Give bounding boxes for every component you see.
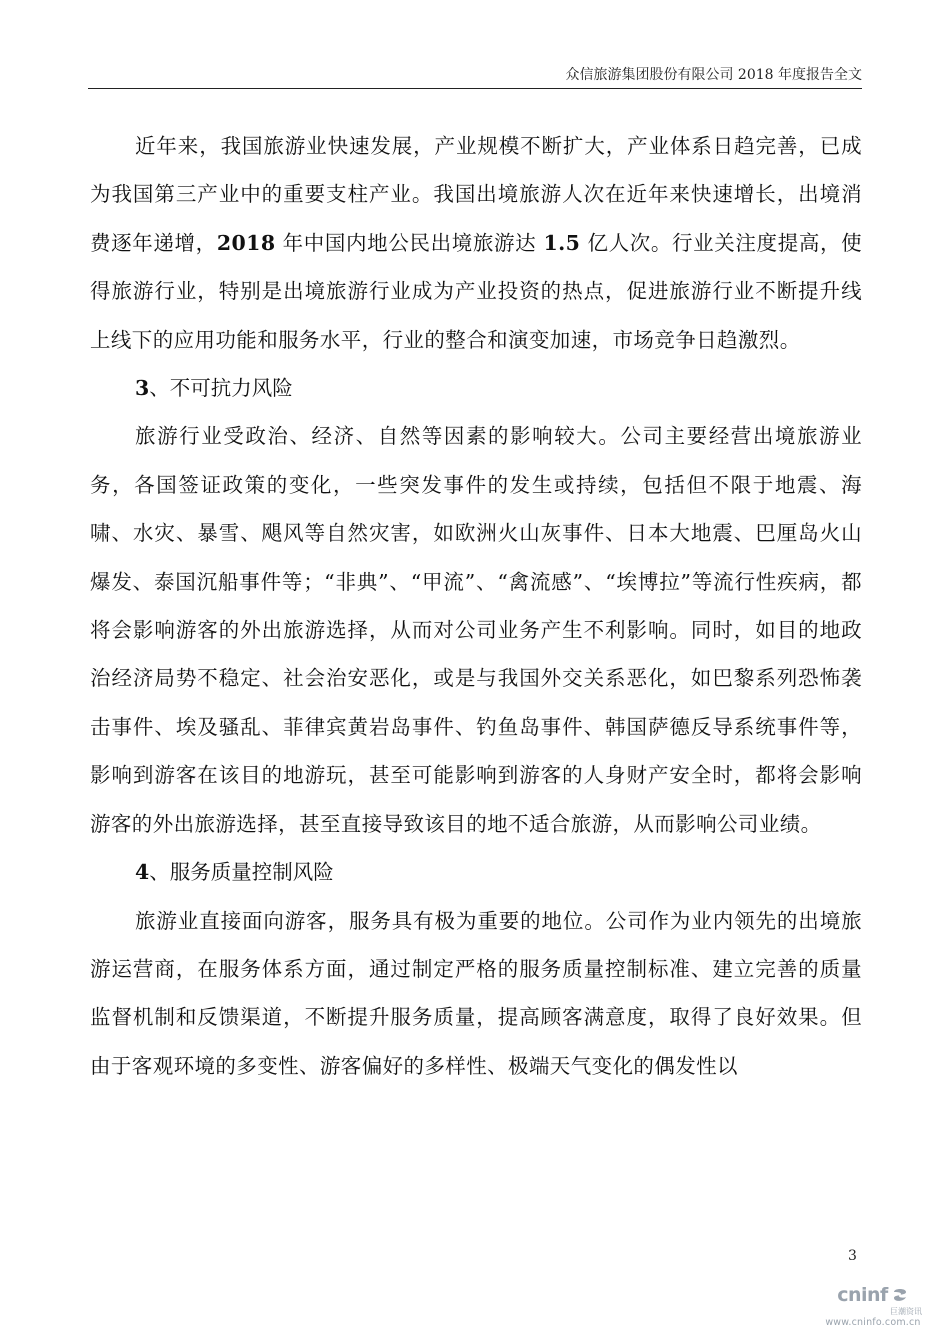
paragraph-text: 近年来，我国旅游业快速发展，产业规模不断扩大，产业体系日趋完善，已成为我国第三产业中的重要支柱产业。我国出境旅游人次在近年来快速增长，出境消费逐年递增， [90, 134, 862, 255]
watermark-logo: cninf [837, 1284, 888, 1306]
paragraph-text: 亿人次。行业关注度提高，使得旅游行业，特别是出境旅游行业成为产业投资的热点，促进旅游行业不断提升线上线下的应用功能和服务水平，行业的整合和演变加速，市场竞争日趋激烈。 [90, 230, 862, 352]
section-title: 、不可抗力风险 [149, 376, 293, 401]
header-divider [88, 88, 862, 89]
swirl-icon [891, 1287, 909, 1303]
section-number: 3 [135, 376, 150, 401]
section-heading-service-quality [90, 848, 862, 896]
section-title: 、服务质量控制风险 [149, 860, 334, 885]
year-figure: 2018 [216, 230, 276, 255]
page-number: 3 [848, 1248, 857, 1264]
paragraph-industry-overview [90, 122, 862, 364]
section-heading-force-majeure [90, 364, 862, 412]
paragraph-service-quality: 旅游业直接面向游客，服务具有极为重要的地位。公司作为业内领先的出境旅游运营商，在服务体系方面，通过制定严格的服务质量控制标准、建立完善的质量监督机制和反馈渠道，不断提升服务质量，提高顾客满意度，取得了良好效果。但由于客观环境的多变性、游客偏好的多样性、极端天气变化的偶发性以 [90, 908, 862, 1078]
watermark-subtitle: 巨潮资讯 [890, 1307, 922, 1316]
paragraph-force-majeure: 旅游行业受政治、经济、自然等因素的影响较大。公司主要经营出境旅游业务，各国签证政策的变化，一些突发事件的发生或持续，包括但不限于地震、海啸、水灾、暴雪、飓风等自然灾害，如欧洲火山灰事件、日本大地震、巴厘岛火山爆发、泰国沉船事件等；“非典”、“甲流”、“禽流感”、“埃博拉”等流行性疾病，都将会影响游客的外出旅游选择，从而对公司业务产生不利影响。同时，如目的地政治经济局势不稳定、社会治安恶化，或是与我国外交关系恶化，如巴黎系列恐怖袭击事件、埃及骚乱、菲律宾黄岩岛事件、钓鱼岛事件、韩国萨德反导系统事件等，影响到游客在该目的地游玩，甚至可能影响到游客的人身财产安全时，都将会影响游客的外出旅游选择，甚至直接导致该目的地不适合旅游，从而影响公司业绩。 [90, 424, 862, 836]
cninfo-watermark [818, 1284, 928, 1328]
travelers-figure: 1.5 [543, 230, 581, 255]
watermark-logo-row [818, 1284, 928, 1306]
document-body [90, 122, 862, 1090]
watermark-url: www.cninfo.com.cn [825, 1317, 921, 1328]
paragraph-text: 年中国内地公民出境旅游达 [275, 230, 544, 255]
report-header-title: 众信旅游集团股份有限公司 2018 年度报告全文 [565, 67, 862, 83]
section-number: 4 [135, 860, 150, 885]
